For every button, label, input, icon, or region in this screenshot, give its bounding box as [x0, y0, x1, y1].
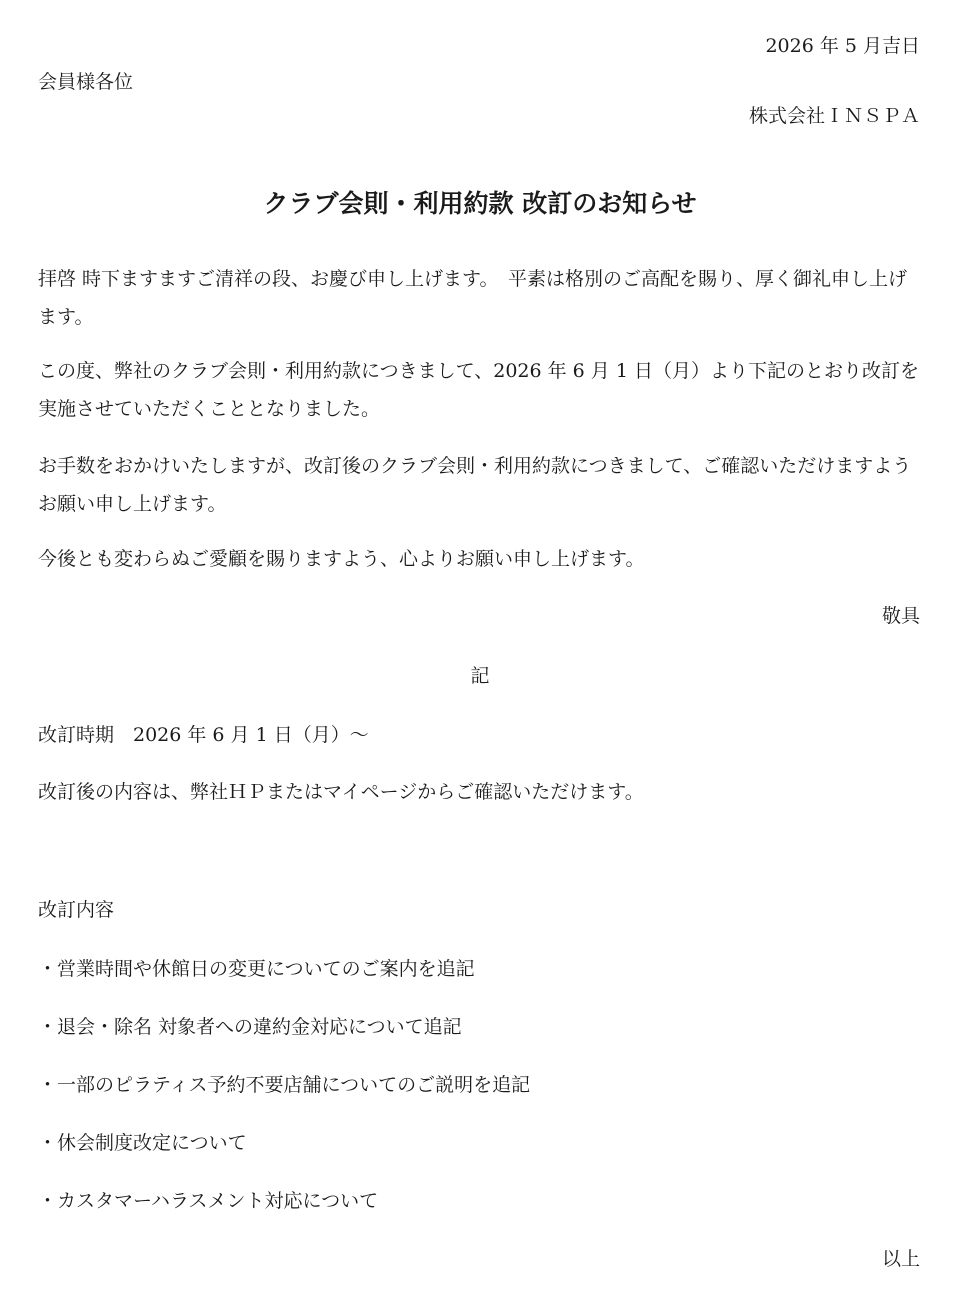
closing-keigu: 敬具: [881, 605, 920, 627]
revision-note: 改訂後の内容は、弊社ＨＰまたはマイページからご確認いただけます。: [38, 781, 644, 803]
ki-heading: 記: [470, 665, 490, 687]
greeting-paragraph: 拝啓 時下ますますご清祥の段、お慶び申し上げます。 平素は格別のご高配を賜り、厚く御礼申し上げます。: [38, 268, 908, 328]
announcement-paragraph: この度、弊社のクラブ会則・利用約款につきまして、2026 年 6 月 1 日（月）より下記のとおり改訂を実施させていただくこととなりました。: [38, 360, 919, 420]
revision-period: 改訂時期 2026 年 6 月 1 日（月）～: [38, 724, 369, 746]
revision-contents-heading: 改訂内容: [38, 899, 115, 921]
page-title: クラブ会則・利用約款 改訂のお知らせ: [263, 189, 697, 218]
list-item: ・営業時間や休館日の変更についてのご案内を追記: [38, 958, 475, 980]
list-item: ・カスタマーハラスメント対応について: [38, 1190, 379, 1212]
list-item: ・休会制度改定について: [38, 1132, 247, 1154]
request-paragraph: お手数をおかけいたしますが、改訂後のクラブ会則・利用約款につきまして、ご確認いただけますようお願い申し上げます。: [38, 455, 912, 515]
sender-company: 株式会社ＩＮＳＰＡ: [748, 105, 920, 127]
list-item: ・一部のピラティス予約不要店舗についてのご説明を追記: [38, 1074, 531, 1096]
end-mark: 以上: [881, 1248, 920, 1270]
list-item: ・退会・除名 対象者への違約金対応について追記: [38, 1016, 462, 1038]
closing-paragraph: 今後とも変わらぬご愛顧を賜りますよう、心よりお願い申し上げます。: [38, 548, 645, 570]
document-date: 2026 年 5 月吉日: [765, 35, 920, 57]
recipient-line: 会員様各位: [38, 71, 134, 93]
